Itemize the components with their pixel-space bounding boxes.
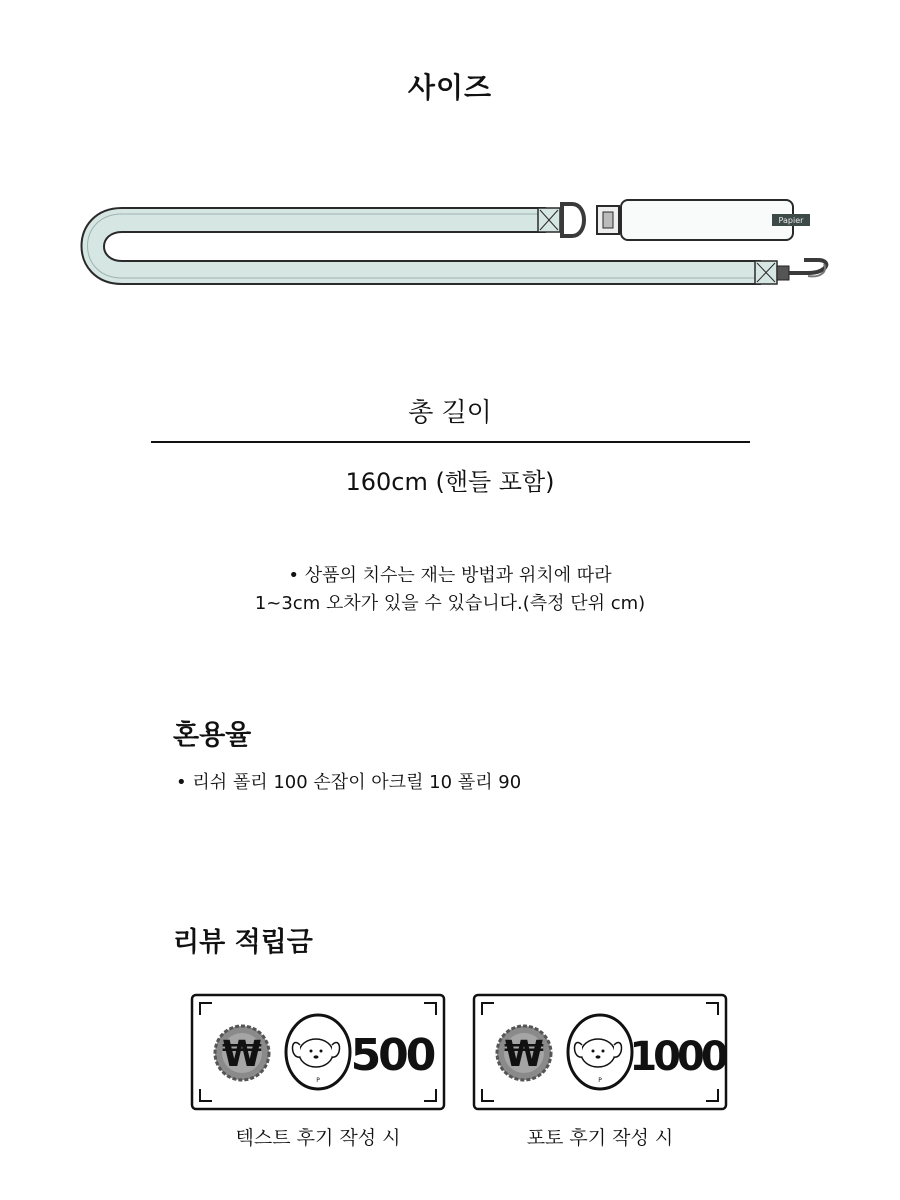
coin-icon xyxy=(215,1026,269,1080)
mix-detail: • 리쉬 폴리 100 손잡이 아크릴 10 폴리 90 xyxy=(176,772,522,793)
size-title: 사이즈 xyxy=(407,71,493,104)
currency-symbol: ₩ xyxy=(222,1034,262,1075)
note-line-1: • 상품의 치수는 재는 방법과 위치에 따라 xyxy=(288,565,612,586)
coupon-caption-text: 텍스트 후기 작성 시 xyxy=(235,1127,401,1149)
brand-tag-text: Papier xyxy=(778,216,804,225)
currency-symbol: ₩ xyxy=(504,1034,544,1075)
length-title: 총 길이 xyxy=(408,398,492,428)
snap-hook-icon xyxy=(777,260,826,280)
leash-illustration xyxy=(60,190,850,310)
d-ring-icon xyxy=(562,204,584,236)
svg-text:P: P xyxy=(316,1077,320,1084)
coin-icon xyxy=(497,1026,551,1080)
coupon-1000 xyxy=(472,993,728,1111)
note-line-2: 1~3cm 오차가 있을 수 있습니다.(측정 단위 cm) xyxy=(254,593,646,614)
measurement-note xyxy=(0,562,900,618)
svg-text:P: P xyxy=(598,1077,602,1084)
coupon-amount: 1000 xyxy=(629,1034,725,1080)
coupon-500 xyxy=(190,993,446,1111)
coupon-caption-photo: 포토 후기 작성 시 xyxy=(526,1127,674,1149)
review-title: 리뷰 적립금 xyxy=(173,927,313,958)
mascot-icon xyxy=(286,1015,350,1089)
handle xyxy=(621,200,793,240)
mascot-icon xyxy=(568,1015,632,1089)
divider xyxy=(151,441,750,443)
coupon-amount: 500 xyxy=(350,1030,434,1081)
length-value: 160cm (핸들 포함) xyxy=(345,468,555,496)
mix-title: 혼용율 xyxy=(173,720,252,751)
